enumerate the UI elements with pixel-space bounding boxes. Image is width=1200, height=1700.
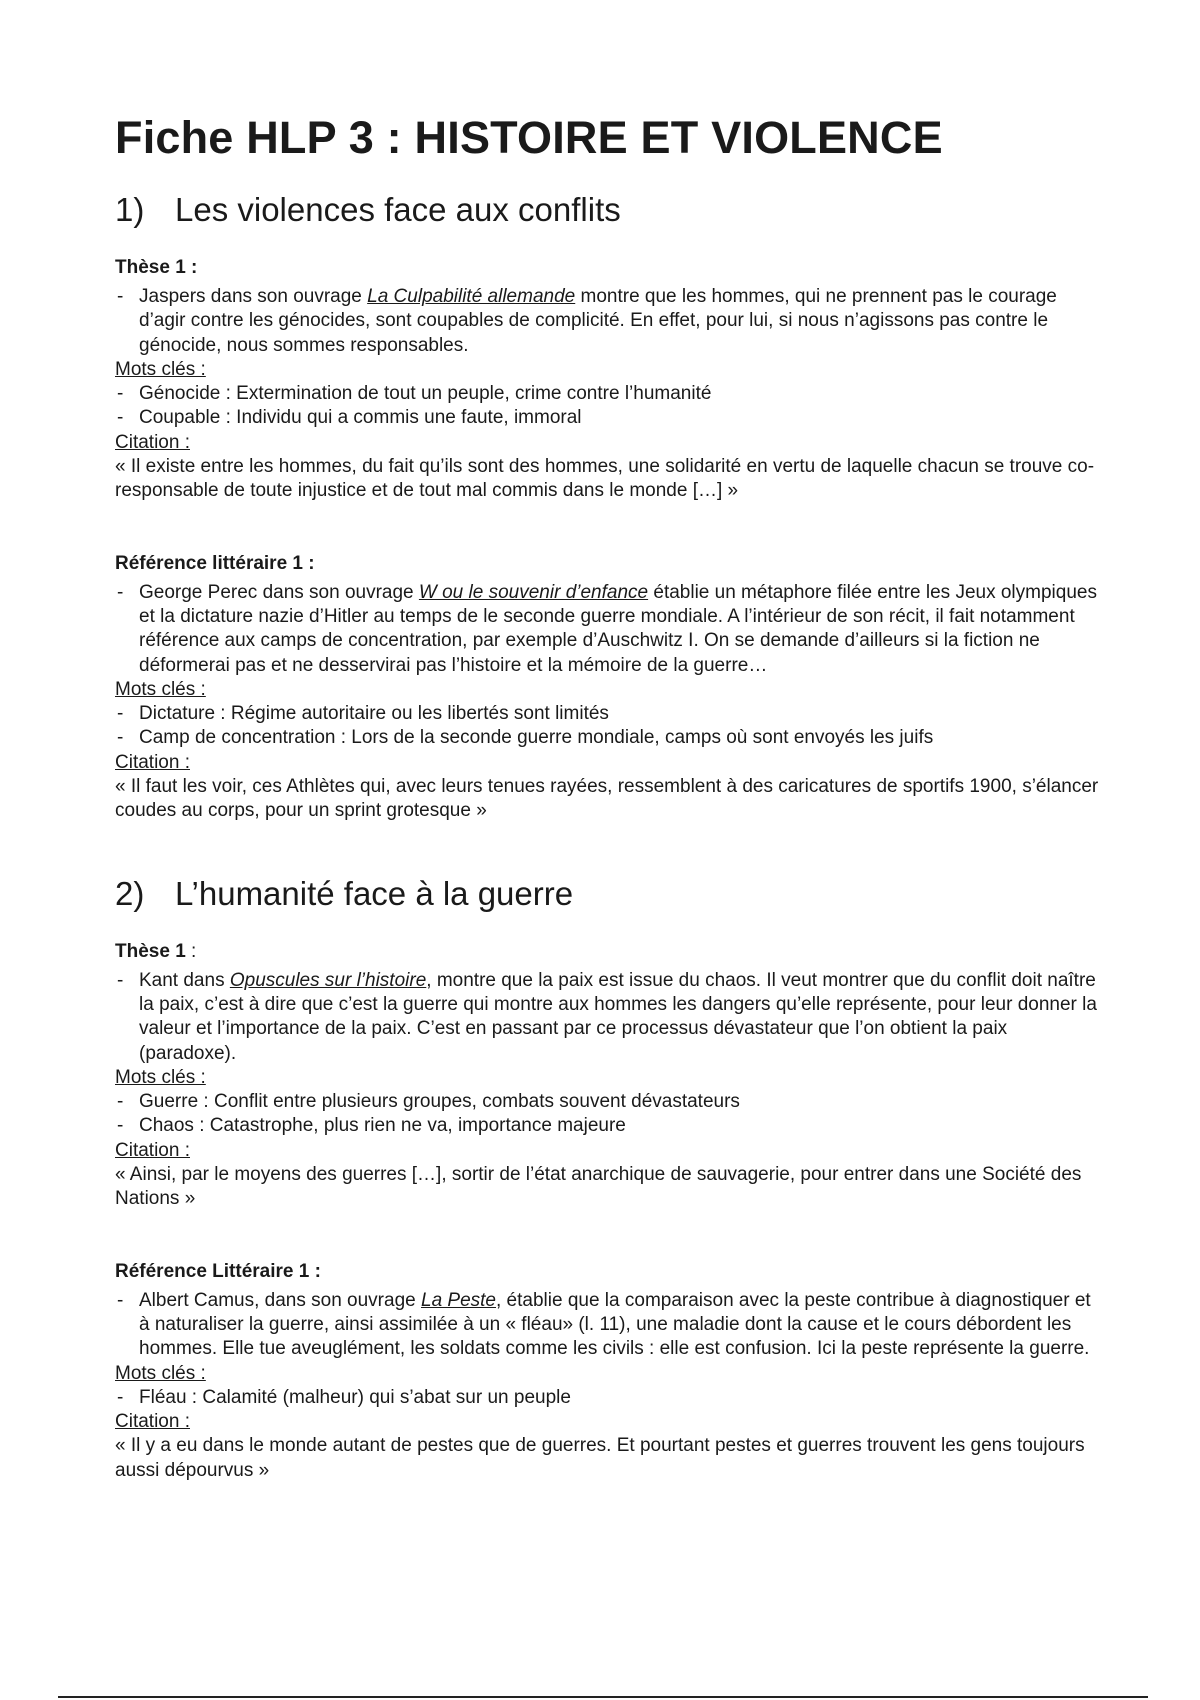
these-list xyxy=(115,285,1100,358)
keywords-label: Mots clés : xyxy=(115,1066,206,1088)
keywords-list xyxy=(115,1090,1100,1139)
these-label: Thèse 1 : xyxy=(115,257,198,278)
reference-label: Référence littéraire 1 : xyxy=(115,552,315,574)
keywords-list xyxy=(115,1386,1100,1410)
work-title: W ou le souvenir d’enfance xyxy=(418,581,649,603)
reference-block xyxy=(115,1260,1100,1483)
section-number: 1) xyxy=(115,191,145,228)
reference-text: - Albert Camus, dans son ouvrage La Peste, établie que la comparaison avec la peste contribue à diagnostiquer et à naturaliser la guerre, ainsi assimilée à un « fléau» (l. 11), une maladie dont la cause et le cours débordent les hommes. Elle tue aveuglément, les soldats comme les civils : elle est confusion. Ici la peste représente la guerre. xyxy=(115,1289,1100,1362)
section-title: L’humanité face à la guerre xyxy=(175,874,574,912)
these-text: - Kant dans Opuscules sur l’histoire, montre que la paix est issue du chaos. Il veut montrer que du conflit doit naître la paix, c’est à dire que c’est la guerre qui montre aux hommes les dangers qu’elle représente, pour leur donner la valeur et l’importance de la paix. C’est en passant par ce processus dévastateur que l’on obtient la paix (paradoxe). xyxy=(115,969,1100,1066)
keywords-list xyxy=(115,382,1100,431)
page-bottom-rule xyxy=(58,1696,1148,1698)
citation-text: « Il existe entre les hommes, du fait qu’ils sont des hommes, une solidarité en vertu de laquelle chacun se trouve co-responsable de toute injustice et de tout mal commis dans le monde […] » xyxy=(115,456,1095,502)
citation-label: Citation : xyxy=(115,431,190,453)
reference-list xyxy=(115,1289,1100,1362)
keyword-item: - Génocide : Extermination de tout un peuple, crime contre l’humanité xyxy=(115,382,1100,406)
reference-block xyxy=(115,552,1100,824)
section-1 xyxy=(115,190,1100,824)
work-title: La Peste xyxy=(421,1289,496,1311)
section-heading xyxy=(115,874,1100,914)
citation-label: Citation : xyxy=(115,751,190,773)
section-2 xyxy=(115,874,1100,1483)
keywords-label: Mots clés : xyxy=(115,1362,206,1384)
citation-label: Citation : xyxy=(115,1411,190,1433)
work-title: La Culpabilité allemande xyxy=(367,286,576,307)
keyword-item: - Dictature : Régime autoritaire ou les libertés sont limités xyxy=(115,702,1100,726)
page-title: Fiche HLP 3 : HISTOIRE ET VIOLENCE xyxy=(115,112,943,163)
these-text: - Jaspers dans son ouvrage La Culpabilité allemande montre que les hommes, qui ne prennent pas le courage d’agir contre les génocides, sont coupables de complicité. En effet, pour lui, si nous n’agissons pas contre le génocide, nous sommes responsables. xyxy=(115,285,1100,358)
section-number: 2) xyxy=(115,874,145,912)
keywords-list xyxy=(115,702,1100,751)
citation-text: « Il y a eu dans le monde autant de pestes que de guerres. Et pourtant pestes et guerres trouvent les gens toujours aussi dépourvus » xyxy=(115,1435,1085,1481)
keyword-item: - Coupable : Individu qui a commis une faute, immoral xyxy=(115,406,1100,430)
reference-list xyxy=(115,581,1100,678)
these-block xyxy=(115,940,1100,1212)
section-title: Les violences face aux conflits xyxy=(175,191,621,228)
reference-label: Référence Littéraire 1 : xyxy=(115,1260,321,1282)
these-list xyxy=(115,969,1100,1066)
keyword-item: - Camp de concentration : Lors de la seconde guerre mondiale, camps où sont envoyés les juifs xyxy=(115,726,1100,750)
keyword-item: - Guerre : Conflit entre plusieurs groupes, combats souvent dévastateurs xyxy=(115,1090,1100,1114)
citation-text: « Ainsi, par le moyens des guerres […], sortir de l’état anarchique de sauvagerie, pour entrer dans une Société des Nations » xyxy=(115,1164,1082,1210)
reference-text: - George Perec dans son ouvrage W ou le souvenir d’enfance établie un métaphore filée entre les Jeux olympiques et la dictature nazie d’Hitler au temps de le seconde guerre mondiale. A l’intérieur de son récit, il fait notamment référence aux camps de concentration, par exemple d’Auschwitz I. On se demande d’ailleurs si la fiction ne déformerai pas et ne desservirai pas l’histoire et la mémoire de la guerre… xyxy=(115,581,1100,678)
keyword-item: - Fléau : Calamité (malheur) qui s’abat sur un peuple xyxy=(115,1386,1100,1410)
keyword-item: - Chaos : Catastrophe, plus rien ne va, importance majeure xyxy=(115,1114,1100,1138)
citation-label: Citation : xyxy=(115,1139,190,1161)
these-label: Thèse 1 : xyxy=(115,940,197,962)
keywords-label: Mots clés : xyxy=(115,678,206,700)
these-block xyxy=(115,256,1100,504)
section-heading xyxy=(115,190,1100,230)
work-title: Opuscules sur l’histoire xyxy=(229,969,427,991)
keywords-label: Mots clés : xyxy=(115,358,206,380)
citation-text: « Il faut les voir, ces Athlètes qui, avec leurs tenues rayées, ressemblent à des caricatures de sportifs 1900, s’élancer coudes au corps, pour un sprint grotesque » xyxy=(115,776,1099,822)
document-page xyxy=(115,112,1100,1483)
